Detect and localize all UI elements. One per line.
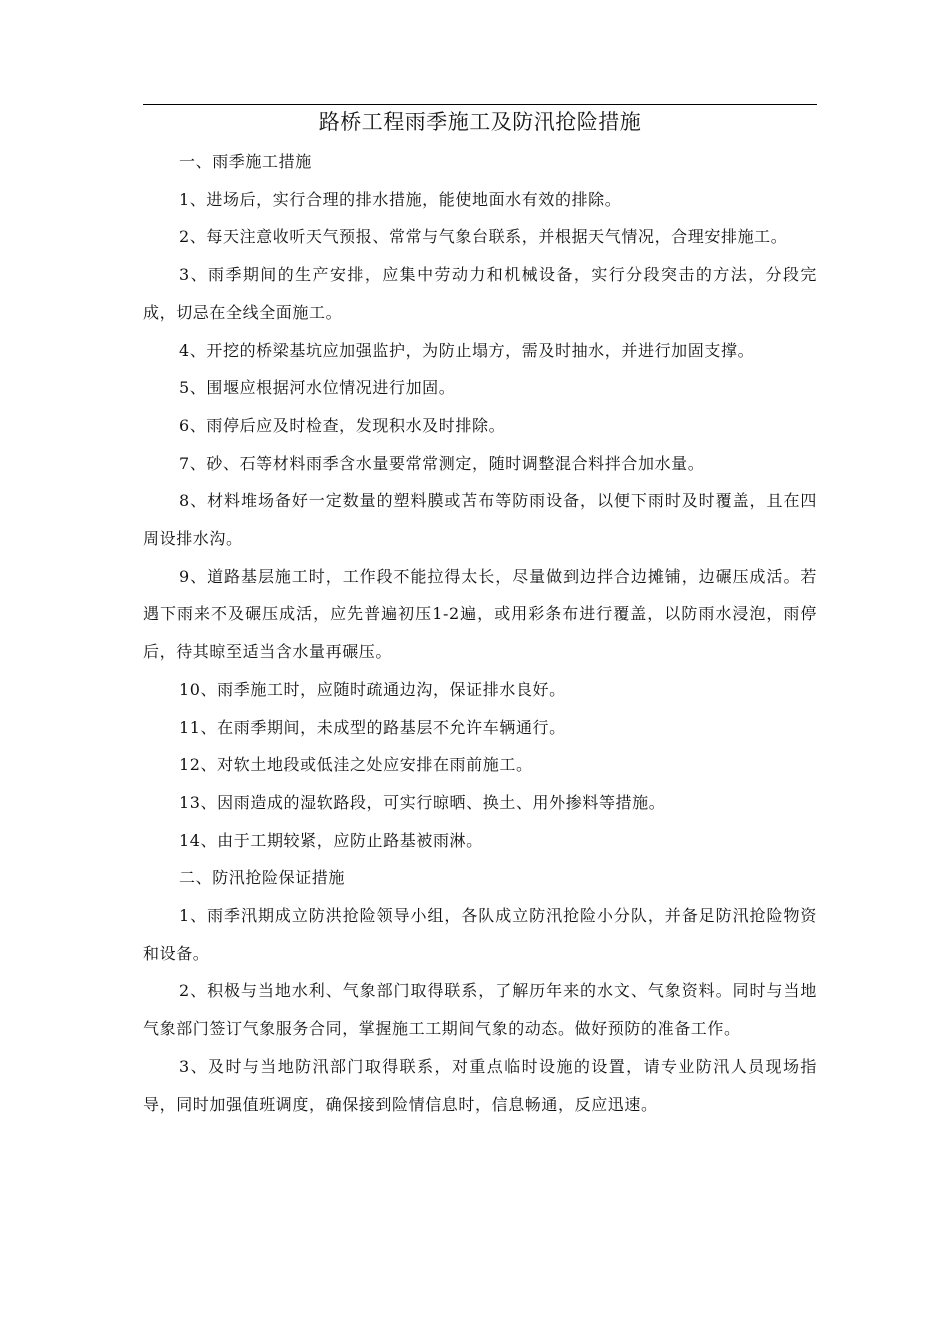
paragraph: 2、积极与当地水利、气象部门取得联系，了解历年来的水文、气象资料。同时与当地气象部门签订气象服务合同，掌握施工工期间气象的动态。做好预防的准备工作。 (143, 981, 817, 1039)
section-heading: 二、防汛抢险保证措施 (179, 868, 346, 888)
paragraph: 14、由于工期较紧，应防止路基被雨淋。 (179, 830, 483, 850)
paragraph: 1、雨季汛期成立防洪抢险领导小组，各队成立防汛抢险小分队，并备足防汛抢险物资和设备。 (143, 906, 817, 963)
paragraph: 9、道路基层施工时，工作段不能拉得太长，尽量做到边拌合边摊铺，边碾压成活。若遇下雨来不及碾压成活，应先普遍初压1-2遍，或用彩条布进行覆盖，以防雨水浸泡，雨停后，待其晾至适当含水量再碾压。 (143, 566, 817, 662)
paragraph: 4、开挖的桥梁基坑应加强监护，为防止塌方，需及时抽水，并进行加固支撑。 (179, 340, 755, 360)
paragraph: 11、在雨季期间，未成型的路基层不允许车辆通行。 (179, 717, 566, 737)
document-title: 路桥工程雨季施工及防汛抢险措施 (318, 110, 642, 134)
paragraph: 3、雨季期间的生产安排，应集中劳动力和机械设备，实行分段突击的方法，分段完成，切忌在全线全面施工。 (143, 265, 817, 322)
paragraph: 7、砂、石等材料雨季含水量要常常测定，随时调整混合料拌合加水量。 (179, 453, 705, 473)
section-heading: 一、雨季施工措施 (179, 152, 312, 171)
paragraph: 1、进场后，实行合理的排水措施，能使地面水有效的排除。 (179, 189, 622, 209)
paragraph: 2、每天注意收听天气预报、常常与气象台联系，并根据天气情况，合理安排施工。 (179, 227, 788, 247)
paragraph: 5、围堰应根据河水位情况进行加固。 (179, 378, 456, 398)
header-rule (143, 104, 817, 105)
paragraph: 13、因雨造成的湿软路段，可实行晾晒、换土、用外掺料等措施。 (179, 792, 666, 812)
paragraph: 8、材料堆场备好一定数量的塑料膜或苫布等防雨设备，以便下雨时及时覆盖，且在四周设排水沟。 (143, 491, 817, 549)
paragraph: 12、对软土地段或低洼之处应安排在雨前施工。 (179, 755, 533, 775)
paragraph: 10、雨季施工时，应随时疏通边沟，保证排水良好。 (179, 679, 566, 699)
document-body (143, 143, 817, 1123)
paragraph: 6、雨停后应及时检查，发现积水及时排除。 (179, 415, 506, 435)
paragraph: 3、及时与当地防汛部门取得联系，对重点临时设施的设置，请专业防汛人员现场指导，同时加强值班调度，确保接到险情信息时，信息畅通，反应迅速。 (143, 1056, 817, 1114)
